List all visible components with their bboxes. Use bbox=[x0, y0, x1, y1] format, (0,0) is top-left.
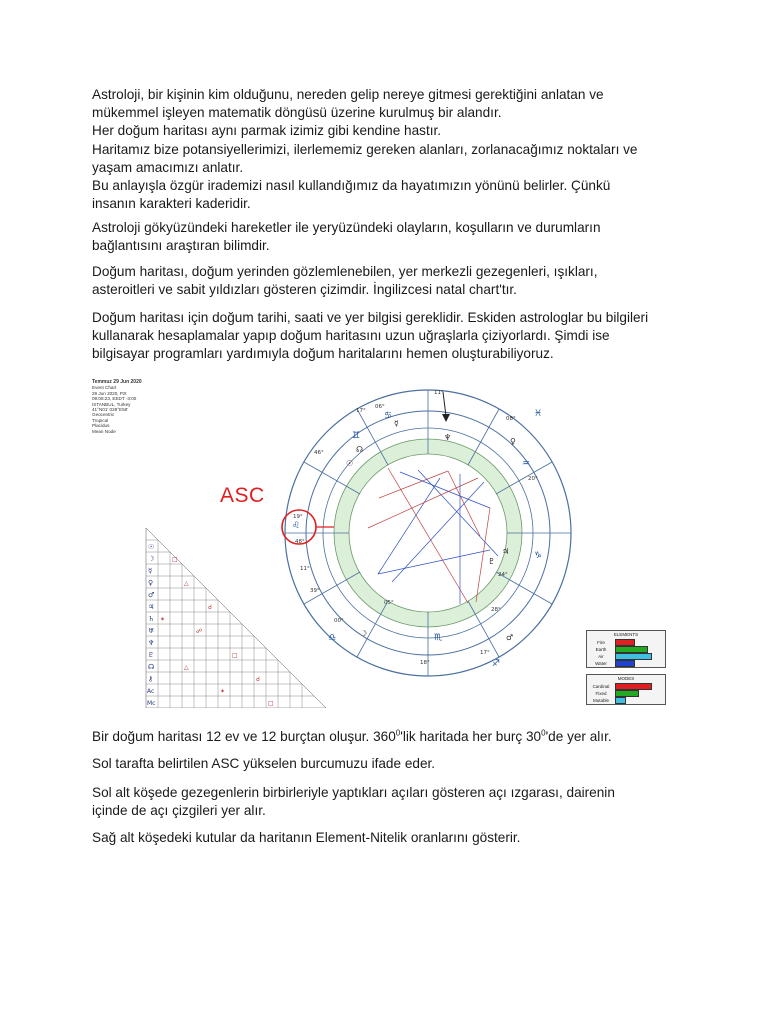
intro-paragraph bbox=[92, 86, 692, 213]
svg-text:☽: ☽ bbox=[360, 629, 368, 638]
grid-glyph: ⚷ bbox=[148, 675, 154, 683]
svg-text:♒: ♒ bbox=[522, 459, 531, 469]
element-row bbox=[587, 660, 665, 667]
grid-glyph: ☉ bbox=[148, 543, 155, 551]
asc-paragraph: Sol tarafta belirtilen ASC yükselen burcumuzu ifade eder. bbox=[92, 756, 436, 771]
svg-text:□: □ bbox=[268, 700, 274, 707]
header-line: Geocentric bbox=[92, 412, 115, 418]
svg-text:☉: ☉ bbox=[346, 459, 354, 468]
svg-text:♆: ♆ bbox=[444, 433, 452, 442]
element-row bbox=[587, 639, 665, 646]
wheel-degree-label: 17° bbox=[480, 650, 490, 656]
wheel-degree-label: 28° bbox=[491, 607, 501, 613]
wheel-degree-label: 20° bbox=[528, 476, 538, 482]
grid-glyph: Ac bbox=[147, 688, 155, 695]
header-line: Tropical bbox=[92, 417, 109, 423]
svg-text:♃: ♃ bbox=[502, 547, 510, 556]
elements-title: ELEMENTS bbox=[613, 632, 639, 637]
wheel-degree-label: 19° bbox=[293, 514, 303, 520]
svg-text:♐: ♐ bbox=[492, 659, 501, 669]
wheel-degree-label: 17° bbox=[356, 408, 366, 414]
grid-glyph: ♂ bbox=[148, 591, 155, 599]
wheel-degree-label: 05° bbox=[384, 600, 394, 606]
element-boxes-paragraph: Sağ alt köşedeki kutular da haritanın Element-Nitelik oranlarını gösterir. bbox=[92, 830, 521, 845]
svg-text:☍: ☍ bbox=[196, 628, 203, 635]
definition-paragraph bbox=[92, 219, 692, 255]
element-label: Air bbox=[598, 654, 604, 659]
svg-text:□: □ bbox=[172, 556, 178, 563]
text-line: Doğum haritası, doğum yerinden gözlemlenebilen, yer merkezli gezegenleri, ışıkları, bbox=[92, 264, 598, 279]
svg-text:♇: ♇ bbox=[488, 557, 496, 566]
mode-bar bbox=[615, 683, 652, 690]
header-line: Mean Node bbox=[92, 428, 116, 434]
header-line: Event Chart bbox=[92, 385, 117, 391]
houses-paragraph bbox=[92, 728, 692, 746]
grid-glyph: ♇ bbox=[148, 651, 155, 659]
natal-chart-figure bbox=[88, 378, 678, 708]
text-line: Doğum haritası için doğum tarihi, saati ve yer bilgisi gereklidir. Eskiden astrologlar bu bilgileri bbox=[92, 310, 649, 325]
aspect-grid-paragraph bbox=[92, 784, 692, 820]
mode-row bbox=[587, 683, 665, 690]
asc-label: ASC bbox=[220, 484, 265, 507]
svg-text:♑: ♑ bbox=[534, 551, 543, 561]
svg-text:♋: ♋ bbox=[384, 411, 393, 421]
element-bar bbox=[615, 660, 635, 667]
text-line: içinde de açı çizgileri yer alır. bbox=[92, 803, 266, 819]
wheel-degree-label: 39° bbox=[310, 588, 320, 594]
svg-text:♊: ♊ bbox=[352, 431, 361, 441]
svg-text:☌: ☌ bbox=[208, 604, 213, 611]
text-line: bilgisayar programları yardımıyla doğum haritalarını hemen oluşturabiliyoruz. bbox=[92, 346, 554, 362]
wheel-degree-label: 00° bbox=[334, 618, 344, 624]
mode-row bbox=[587, 697, 665, 704]
text-line: Sol alt köşede gezegenlerin birbirleriyle yaptıkları açıları gösteren açı ızgarası, dairenin bbox=[92, 785, 615, 800]
text-line: Haritamız bize potansiyellerimizi, ilerlememiz gereken alanları, zorlanacağımız noktaları ve bbox=[92, 141, 638, 157]
text-line: Astroloji gökyüzündeki hareketler ile yeryüzündeki olayların, koşulların ve durumların bbox=[92, 220, 601, 235]
svg-text:☌: ☌ bbox=[256, 676, 261, 683]
mode-bar bbox=[615, 690, 639, 697]
header-line: Temmuz 29 Jun 2020 bbox=[92, 379, 142, 385]
wheel-degree-label: 11° bbox=[434, 390, 444, 396]
svg-text:☊: ☊ bbox=[356, 445, 364, 454]
header-line: 29 Jun 2020, Pzt bbox=[92, 390, 127, 396]
svg-text:♎: ♎ bbox=[328, 633, 337, 643]
grid-glyph: ♃ bbox=[148, 603, 155, 611]
text-line: kullanarak hesaplamalar yapıp doğum haritasını uzun uğraşlarla çiziyorlardı. Şimdi ise bbox=[92, 328, 610, 344]
svg-text:☿: ☿ bbox=[394, 419, 399, 428]
modes-rows bbox=[587, 683, 665, 704]
text-line: bağlantısını araştıran bilimdir. bbox=[92, 238, 270, 254]
mode-label: Cardinal bbox=[592, 684, 610, 689]
text-line: yaşam amacımızı anlatır. bbox=[92, 159, 244, 175]
element-label: Water bbox=[595, 661, 607, 666]
wheel-degree-label: 18° bbox=[420, 660, 430, 666]
natal-chart-paragraph bbox=[92, 263, 692, 299]
svg-text:✶: ✶ bbox=[220, 688, 226, 695]
wheel-degree-label: 06° bbox=[375, 404, 385, 410]
grid-glyph: Mc bbox=[147, 700, 156, 707]
svg-text:♌: ♌ bbox=[292, 521, 301, 531]
element-bar bbox=[615, 639, 635, 646]
svg-text:△: △ bbox=[184, 664, 189, 671]
svg-text:✶: ✶ bbox=[160, 616, 166, 623]
grid-glyph: ☊ bbox=[148, 663, 155, 671]
mode-bar bbox=[615, 697, 626, 704]
svg-text:△: △ bbox=[184, 580, 189, 587]
wheel-degree-label: 24° bbox=[498, 572, 508, 578]
mode-label: Mutable bbox=[592, 698, 609, 703]
element-label: Fire bbox=[597, 640, 605, 645]
grid-glyph: ☿ bbox=[148, 567, 153, 575]
grid-glyph: ☽ bbox=[148, 555, 155, 563]
grid-glyph: ♄ bbox=[148, 615, 155, 623]
wheel-degree-label: 11° bbox=[300, 566, 310, 572]
mode-label: Fixed bbox=[595, 691, 607, 696]
wheel-degree-label: 46° bbox=[314, 450, 324, 456]
chart-wheel bbox=[285, 390, 571, 676]
degree-superscript: 0 bbox=[395, 728, 401, 738]
text-line: insanın karakteri kaderidir. bbox=[92, 196, 251, 212]
elements-rows bbox=[587, 639, 665, 667]
element-bar bbox=[615, 653, 652, 660]
grid-glyph: ♆ bbox=[148, 639, 155, 647]
header-line: Placidus bbox=[92, 423, 110, 429]
chart-header-info bbox=[92, 380, 142, 434]
element-row bbox=[587, 646, 665, 653]
wheel-degree-label: 48° bbox=[295, 539, 305, 545]
element-bar bbox=[615, 646, 648, 653]
svg-text:♓: ♓ bbox=[534, 409, 543, 419]
modes-box bbox=[586, 674, 666, 705]
mode-row bbox=[587, 690, 665, 697]
grid-glyph: ♀ bbox=[148, 579, 154, 587]
svg-text:♏: ♏ bbox=[434, 633, 443, 643]
text-span: Bir doğum haritası 12 ev ve 12 burçtan oluşur. 360 bbox=[92, 729, 396, 744]
element-row bbox=[587, 653, 665, 660]
svg-text:□: □ bbox=[232, 652, 238, 659]
wheel-degree-label: 08° bbox=[506, 416, 516, 422]
text-span: 'lik haritada her burç 30 bbox=[400, 729, 542, 744]
text-line: mükemmel işleyen matematik döngüsü üzerine kurulmuş bir alandır. bbox=[92, 105, 502, 121]
degree-superscript: 0 bbox=[541, 728, 546, 738]
text-line: Bu anlayışla özgür irademizi nasıl kullandığımız da hayatımızın yönünü belirler. Çünkü bbox=[92, 178, 611, 194]
text-span: 'de yer alır. bbox=[545, 729, 612, 744]
svg-text:♀: ♀ bbox=[510, 437, 516, 446]
header-line: ISTANBUL, Turkey bbox=[92, 401, 131, 407]
text-line: Astroloji, bir kişinin kim olduğunu, nereden gelip nereye gitmesi gerektiğini anlatan ve bbox=[92, 87, 604, 102]
text-line: asteroitleri ve sabit yıldızları gösteren çizimdir. İngilizcesi natal chart'tır. bbox=[92, 282, 517, 298]
header-line: 09:08:23, EEDT -3:00 bbox=[92, 396, 137, 402]
text-line: Her doğum haritası aynı parmak izimiz gibi kendine hastır. bbox=[92, 123, 442, 139]
element-label: Earth bbox=[595, 647, 607, 652]
svg-text:♂: ♂ bbox=[506, 633, 514, 642]
elements-box bbox=[586, 630, 666, 668]
header-line: 41°N01' 028°E58' bbox=[92, 407, 129, 413]
requirements-paragraph bbox=[92, 309, 692, 364]
modes-title: MODES bbox=[617, 676, 635, 681]
grid-glyph: ♅ bbox=[148, 627, 155, 635]
